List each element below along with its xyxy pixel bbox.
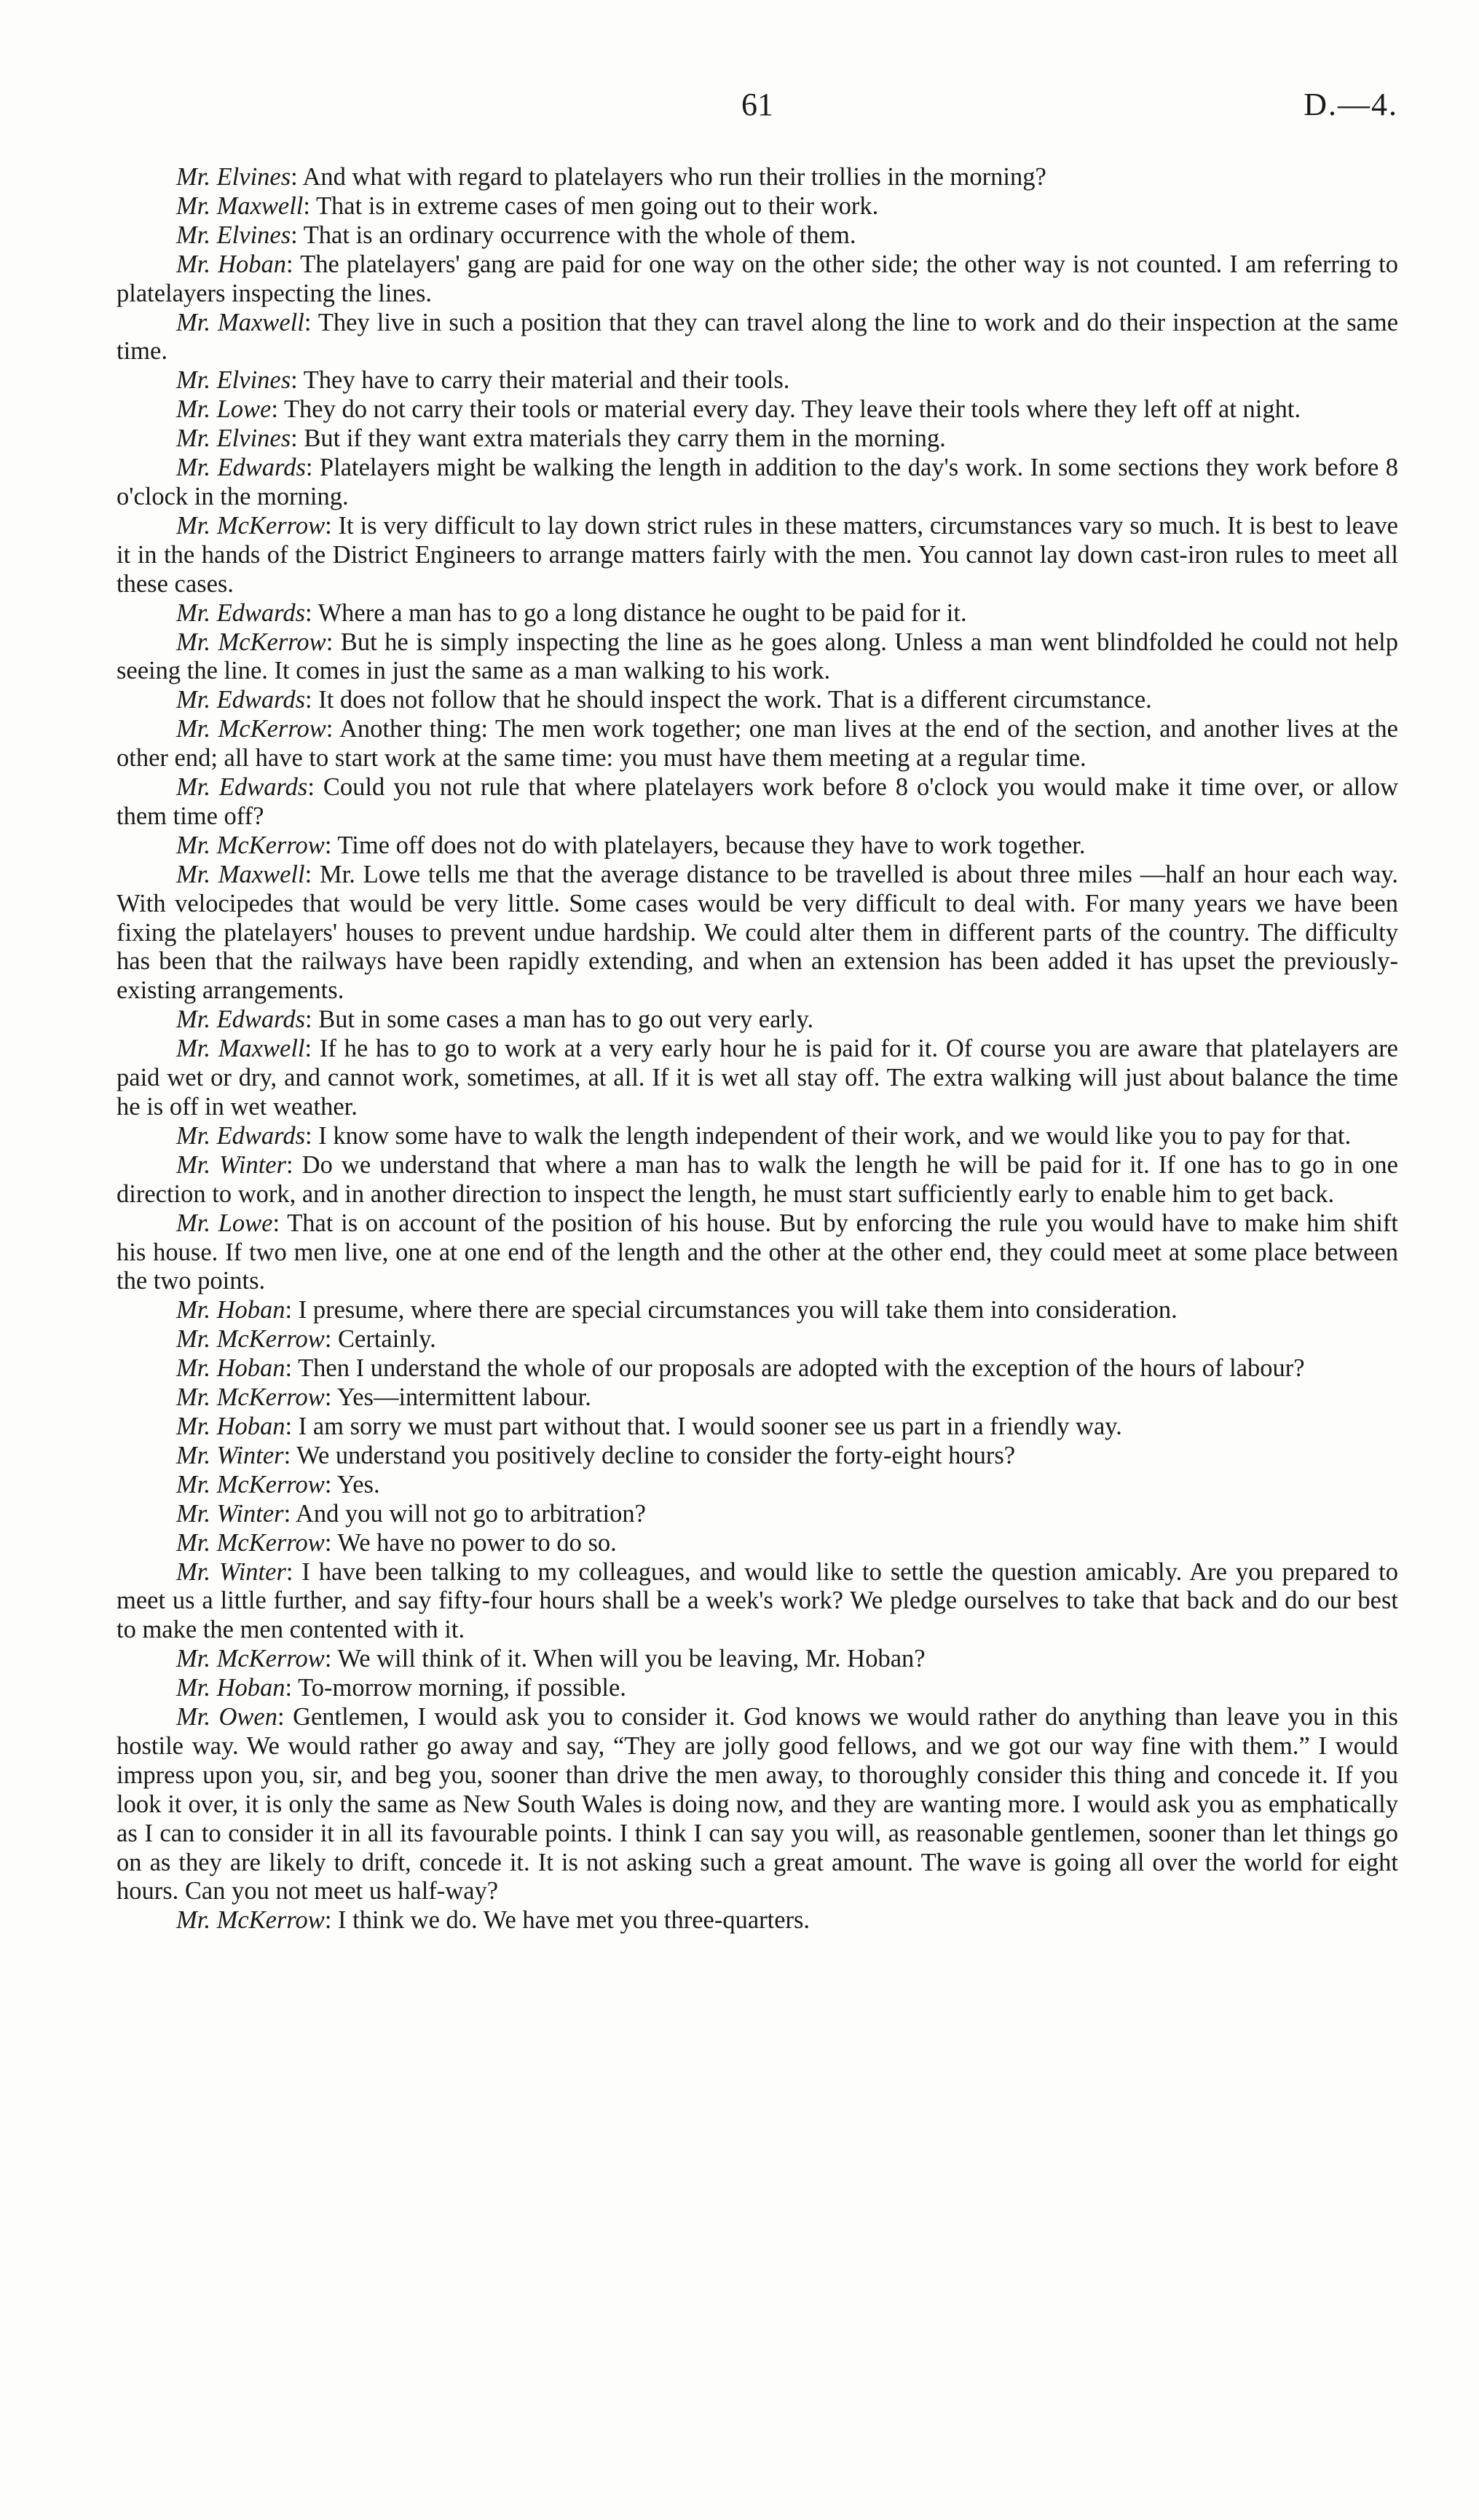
speaker-name: Mr. McKerrow <box>176 1645 325 1673</box>
transcript-paragraph <box>117 1122 1398 1151</box>
speech-text: : Time off does not do with platelayers, because they have to work together. <box>324 831 1086 859</box>
speaker-name: Mr. Edwards <box>176 454 306 482</box>
transcript-paragraph <box>117 1703 1398 1906</box>
transcript-paragraph <box>117 1645 1398 1674</box>
speaker-name: Mr. Owen <box>176 1703 277 1731</box>
transcript-paragraph <box>117 366 1398 395</box>
page-header <box>117 86 1398 130</box>
speech-text: : That is an ordinary occurrence with the whole of them. <box>291 221 856 249</box>
transcript-paragraph <box>117 424 1398 454</box>
speaker-name: Mr. Maxwell <box>176 308 304 336</box>
speaker-name: Mr. Hoban <box>176 1412 285 1440</box>
speaker-name: Mr. McKerrow <box>176 831 325 859</box>
transcript-paragraph <box>117 1296 1398 1325</box>
transcript-paragraph <box>117 1209 1398 1297</box>
transcript-paragraph <box>117 250 1398 309</box>
speech-text: : To-morrow morning, if possible. <box>285 1674 626 1702</box>
transcript-paragraph <box>117 599 1398 628</box>
speaker-name: Mr. Edwards <box>176 599 305 627</box>
speaker-name: Mr. Elvines <box>176 366 291 395</box>
transcript-paragraph <box>117 221 1398 250</box>
speech-text: : Where a man has to go a long distance he ought to be paid for it. <box>305 599 967 627</box>
speaker-name: Mr. Winter <box>176 1441 284 1469</box>
speech-text: : It is very difficult to lay down strict rules in these matters, circumstances vary so much. It is best to leave it in the hands of the District Engineers to arrange matters fairly with the men. You cannot lay down cast-iron rules to meet all these cases. <box>117 511 1398 598</box>
speech-text: : Platelayers might be walking the length in addition to the day's work. In some sections they work before 8 o'clock in the morning. <box>117 454 1399 510</box>
transcript-paragraph <box>117 1383 1398 1413</box>
speech-text: : If he has to go to work at a very early hour he is paid for it. Of course you are aware that platelayers are paid wet or dry, and cannot work, sometimes, at all. If it is wet all stay off. The extra walking will just about balance the time he is off in wet weather. <box>117 1035 1398 1121</box>
transcript-paragraph <box>117 1529 1398 1558</box>
speaker-name: Mr. Elvines <box>176 424 291 453</box>
speaker-name: Mr. Winter <box>176 1150 287 1179</box>
speech-text: : It does not follow that he should inspect the work. That is a different circumstance. <box>305 686 1152 714</box>
speech-text: : Another thing: The men work together; one man lives at the end of the section, and another lives at the other end; all have to start work at the same time: you must have them meeting at a regular time. <box>117 715 1398 773</box>
transcript-paragraph <box>117 1413 1398 1442</box>
speech-text: : That is on account of the position of his house. But by enforcing the rule you would have to make him shift his house. If two men live, one at one end of the length and the other at the other end, they could meet at some place between the two points. <box>117 1209 1398 1295</box>
transcript-paragraph <box>117 1006 1398 1035</box>
speech-text: : And you will not go to arbitration? <box>283 1499 646 1528</box>
speaker-name: Mr. Maxwell <box>176 191 304 220</box>
speech-text: : I presume, where there are special circumstances you will take them into consideration. <box>285 1296 1178 1324</box>
speaker-name: Mr. Lowe <box>176 395 272 424</box>
speaker-name: Mr. McKerrow <box>176 1906 325 1935</box>
speaker-name: Mr. Edwards <box>176 1121 305 1150</box>
speech-text: : That is in extreme cases of men going out to their work. <box>303 191 879 220</box>
speech-text: : Certainly. <box>324 1325 436 1354</box>
transcript-paragraph <box>117 1151 1398 1209</box>
speech-text: : But in some cases a man has to go out very early. <box>305 1006 814 1034</box>
speech-text: : Mr. Lowe tells me that the average distance to be travelled is about three miles —half an hour each way. With velocipedes that would be very little. Some cases would be very difficult to deal with. For many years we have been fixing the platelayers' houses to prevent undue hardship. We could alter them in different parts of the country. The difficulty has been that the railways have been rapidly extending, and when an extension has been added it has upset the previously-existing arrangements. <box>117 860 1398 1005</box>
speaker-name: Mr. McKerrow <box>176 628 326 656</box>
speaker-name: Mr. McKerrow <box>176 715 326 743</box>
transcript-paragraph <box>117 832 1398 861</box>
transcript-paragraph <box>117 861 1398 1006</box>
page-number: 61 <box>741 87 773 122</box>
speech-text: : Then I understand the whole of our proposals are adopted with the exception of the hours of labour? <box>285 1354 1305 1383</box>
transcript-paragraph <box>117 395 1398 424</box>
speech-text: : We will think of it. When will you be leaving, Mr. Hoban? <box>324 1645 926 1673</box>
transcript-paragraph <box>117 628 1398 687</box>
transcript-paragraph <box>117 686 1398 715</box>
speech-text: : They live in such a position that they can travel along the line to work and do their inspection at the same time. <box>117 308 1399 366</box>
speech-text: : We have no power to do so. <box>324 1528 617 1557</box>
speaker-name: Mr. Winter <box>176 1499 284 1528</box>
speaker-name: Mr. Maxwell <box>176 1035 305 1063</box>
transcript-paragraph <box>117 1471 1398 1500</box>
transcript-body <box>117 163 1398 1935</box>
speech-text: : But he is simply inspecting the line as he goes along. Unless a man went blindfolded he could not help seeing the line. It comes in just the same as a man walking to his work. <box>117 628 1398 685</box>
speech-text: : The platelayers' gang are paid for one way on the other side; the other way is not counted. I am referring to platelayers inspecting the lines. <box>117 250 1398 307</box>
speech-text: : But if they want extra materials they carry them in the morning. <box>291 424 946 453</box>
speaker-name: Mr. Elvines <box>176 163 291 191</box>
speaker-name: Mr. McKerrow <box>176 511 326 540</box>
transcript-paragraph <box>117 1906 1398 1935</box>
transcript-paragraph <box>117 1442 1398 1471</box>
speech-text: : Yes. <box>324 1470 380 1498</box>
speech-text: : Gentlemen, I would ask you to consider it. God knows we would rather do anything than leave you in this hostile way. We would rather go away and say, “They are jolly good fellows, and we got our way fine with them.” I would impress upon you, sir, and beg you, sooner than drive the men away, to thoroughly consider this thing and concede it. If you look it over, it is only the same as New South Wales is doing now, and they are wanting more. I would ask you as emphatically as I can to consider it in all its favourable points. I think I can say you will, as reasonable gentlemen, sooner than let things go on as they are likely to drift, concede it. It is not asking such a great amount. The wave is going all over the world for eight hours. Can you not meet us half-way? <box>117 1703 1398 1905</box>
transcript-paragraph <box>117 309 1398 367</box>
transcript-paragraph <box>117 1674 1398 1703</box>
speech-text: : I have been talking to my colleagues, and would like to settle the question amicably. Are you prepared to meet us a little further, and say fifty-four hours shall be a week's work? We pledge ourselves to take that back and do our best to make the men contented with it. <box>117 1557 1398 1644</box>
speaker-name: Mr. McKerrow <box>176 1470 325 1498</box>
speaker-name: Mr. Hoban <box>176 1354 285 1383</box>
speaker-name: Mr. Edwards <box>176 686 305 714</box>
transcript-paragraph <box>117 512 1398 599</box>
speech-text: : I know some have to walk the length independent of their work, and we would like you to pay for that. <box>305 1121 1352 1150</box>
speech-text: : They do not carry their tools or material every day. They leave their tools where they left off at night. <box>271 395 1301 424</box>
speech-text: : Do we understand that where a man has to walk the length he will be paid for it. If one has to go in one direction to work, and in another direction to inspect the length, he must start sufficiently early to enable him to get back. <box>117 1150 1398 1208</box>
speech-text: : We understand you positively decline to consider the forty-eight hours? <box>283 1441 1016 1469</box>
transcript-paragraph <box>117 454 1398 512</box>
speaker-name: Mr. Edwards <box>176 773 308 802</box>
speaker-name: Mr. Lowe <box>176 1209 273 1237</box>
speaker-name: Mr. Edwards <box>176 1006 305 1034</box>
transcript-paragraph <box>117 1558 1398 1646</box>
transcript-paragraph <box>117 1354 1398 1383</box>
transcript-paragraph <box>117 1035 1398 1122</box>
transcript-paragraph <box>117 1325 1398 1354</box>
speaker-name: Mr. Elvines <box>176 221 291 249</box>
speaker-name: Mr. Hoban <box>176 1296 285 1324</box>
speaker-name: Mr. Maxwell <box>176 860 305 888</box>
speech-text: : Could you not rule that where platelayers work before 8 o'clock you would make it time over, or allow them time off? <box>117 773 1399 830</box>
transcript-paragraph <box>117 163 1398 192</box>
transcript-paragraph <box>117 715 1398 773</box>
speech-text: : And what with regard to platelayers who run their trollies in the morning? <box>291 163 1046 191</box>
speaker-name: Mr. Hoban <box>176 250 287 278</box>
document-reference: D.—4. <box>1304 87 1398 122</box>
speaker-name: Mr. Hoban <box>176 1674 285 1702</box>
speaker-name: Mr. McKerrow <box>176 1383 325 1412</box>
speaker-name: Mr. McKerrow <box>176 1325 325 1354</box>
speech-text: : I am sorry we must part without that. I would sooner see us part in a friendly way. <box>285 1412 1122 1440</box>
transcript-paragraph <box>117 192 1398 221</box>
speaker-name: Mr. McKerrow <box>176 1528 325 1557</box>
speech-text: : They have to carry their material and their tools. <box>291 366 790 395</box>
speech-text: : Yes—intermittent labour. <box>324 1383 591 1412</box>
speech-text: : I think we do. We have met you three-quarters. <box>324 1906 811 1935</box>
transcript-paragraph <box>117 773 1398 832</box>
speaker-name: Mr. Winter <box>176 1557 286 1586</box>
transcript-paragraph <box>117 1500 1398 1529</box>
